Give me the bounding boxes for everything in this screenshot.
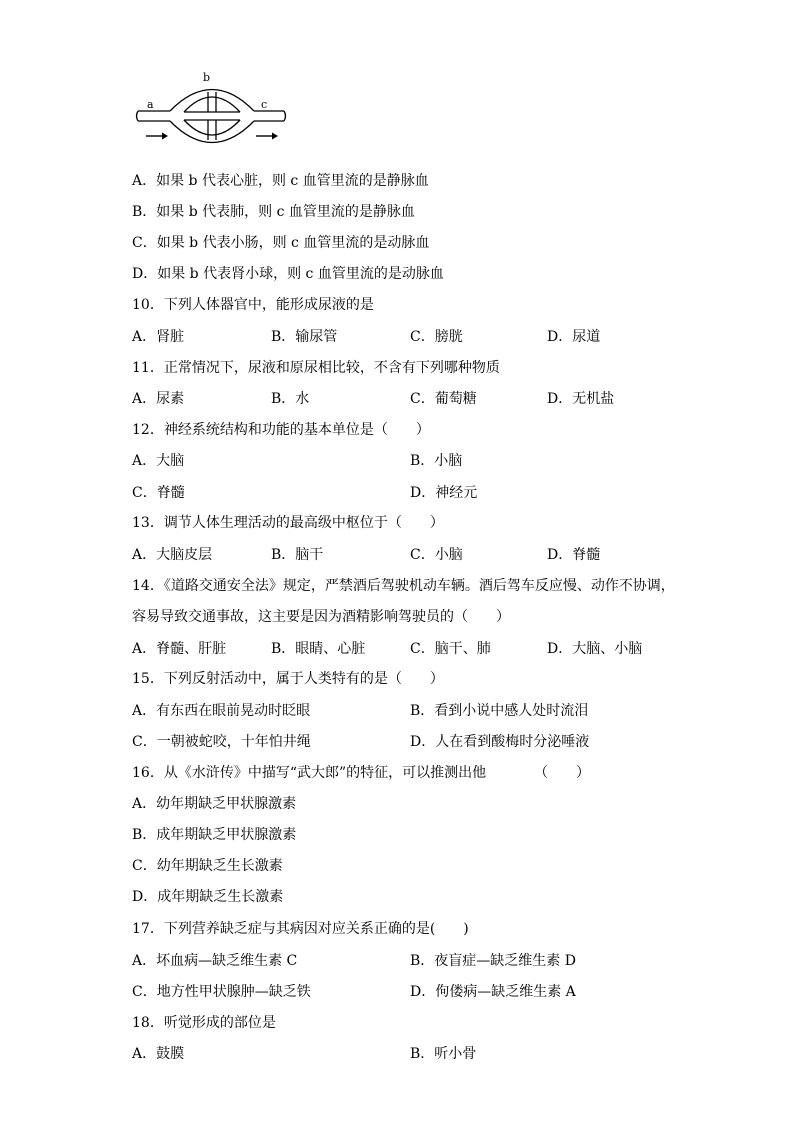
q11-option-a: A．尿素 (132, 391, 185, 407)
q12-options-row1 (132, 451, 732, 471)
q16-option-c: C．幼年期缺乏生长激素 (132, 858, 283, 874)
q11-option-b: B．水 (271, 391, 310, 407)
q17-options-row1 (132, 951, 732, 971)
q12-option-b: B．小脑 (410, 453, 463, 469)
q13-option-a: A．大脑皮层 (132, 547, 213, 563)
q17-option-b: B．夜盲症—缺乏维生素 D (410, 953, 576, 969)
q9-option-a: A．如果 b 代表心脏，则 c 血管里流的是静脉血 (132, 173, 429, 189)
q15-option-d: D．人在看到酸梅时分泌唾液 (410, 734, 590, 750)
q16-option-b: B．成年期缺乏甲状腺激素 (132, 827, 297, 843)
blood-flow-diagram (132, 68, 292, 144)
q12-option-a: A．大脑 (132, 453, 185, 469)
q17-option-c: C．地方性甲状腺肿—缺乏铁 (132, 984, 311, 1000)
q16-option-a: A．幼年期缺乏甲状腺激素 (132, 796, 297, 812)
q18-option-b: B．听小骨 (410, 1046, 477, 1062)
q14-stem-line1: 14．《道路交通安全法》规定，严禁酒后驾驶机动车辆。酒后驾车反应慢、动作不协调， (132, 578, 675, 594)
q13-stem: 13．调节人体生理活动的最高级中枢位于（ ） (132, 515, 444, 531)
q16-option-d: D．成年期缺乏生长激素 (132, 889, 284, 905)
label-a: a (147, 98, 154, 111)
q15-option-c: C．一朝被蛇咬，十年怕井绳 (132, 734, 311, 750)
q14-option-a: A．脊髓、肝脏 (132, 641, 227, 657)
q14-option-c: C．脑干、肺 (410, 641, 491, 657)
q11-options (132, 389, 732, 409)
q18-option-a: A．鼓膜 (132, 1046, 185, 1062)
q16-answer-paren: （ ） (534, 765, 590, 781)
q9-option-c: C．如果 b 代表小肠，则 c 血管里流的是动脉血 (132, 235, 430, 251)
q17-options-row2 (132, 982, 732, 1002)
q13-options (132, 545, 732, 565)
q11-stem: 11．正常情况下，尿液和原尿相比较，不含有下列哪种物质 (132, 360, 500, 376)
flow-arrow-right-icon (256, 133, 278, 140)
q10-stem: 10．下列人体器官中，能形成尿液的是 (132, 297, 374, 313)
q10-option-c: C．膀胱 (410, 329, 463, 345)
q9-option-b: B．如果 b 代表肺，则 c 血管里流的是静脉血 (132, 204, 415, 220)
q10-options (132, 327, 732, 347)
q18-stem: 18．听觉形成的部位是 (132, 1015, 276, 1031)
q15-options-row2 (132, 732, 732, 752)
q11-option-d: D．无机盐 (547, 391, 615, 407)
q14-option-b: B．眼睛、心脏 (271, 641, 366, 657)
q15-option-a: A．有东西在眼前晃动时眨眼 (132, 703, 311, 719)
q17-stem: 17．下列营养缺乏症与其病因对应关系正确的是( ) (132, 921, 469, 937)
q12-option-c: C．脊髓 (132, 485, 185, 501)
label-c: c (261, 98, 268, 111)
q10-option-a: A．肾脏 (132, 329, 185, 345)
q10-option-b: B．输尿管 (271, 329, 338, 345)
q16-stem-row (132, 763, 732, 783)
q13-option-b: B．脑干 (271, 547, 324, 563)
q18-options (132, 1044, 732, 1064)
q9-option-d: D．如果 b 代表肾小球，则 c 血管里流的是动脉血 (132, 266, 444, 282)
q13-option-d: D．脊髓 (547, 547, 601, 563)
q10-option-d: D．尿道 (547, 329, 601, 345)
q12-options-row2 (132, 483, 732, 503)
q12-stem: 12．神经系统结构和功能的基本单位是（ ） (132, 422, 430, 438)
q14-stem-line2: 容易导致交通事故，这主要是因为酒精影响驾驶员的（ ） (132, 609, 510, 625)
q12-option-d: D．神经元 (410, 485, 478, 501)
q14-option-d: D．大脑、小脑 (547, 641, 643, 657)
q17-option-d: D．佝偻病—缺乏维生素 A (410, 984, 576, 1000)
q13-option-c: C．小脑 (410, 547, 463, 563)
q17-option-a: A．坏血病—缺乏维生素 C (132, 953, 298, 969)
q15-options-row1 (132, 701, 732, 721)
label-b: b (203, 71, 211, 84)
flow-arrow-left-icon (146, 133, 168, 140)
q16-stem: 16．从《水浒传》中描写“武大郎”的特征，可以推测出他 (132, 765, 487, 781)
q14-options (132, 639, 732, 659)
q15-stem: 15．下列反射活动中，属于人类特有的是（ ） (132, 671, 444, 687)
q15-option-b: B．看到小说中感人处时流泪 (410, 703, 589, 719)
q11-option-c: C．葡萄糖 (410, 391, 477, 407)
